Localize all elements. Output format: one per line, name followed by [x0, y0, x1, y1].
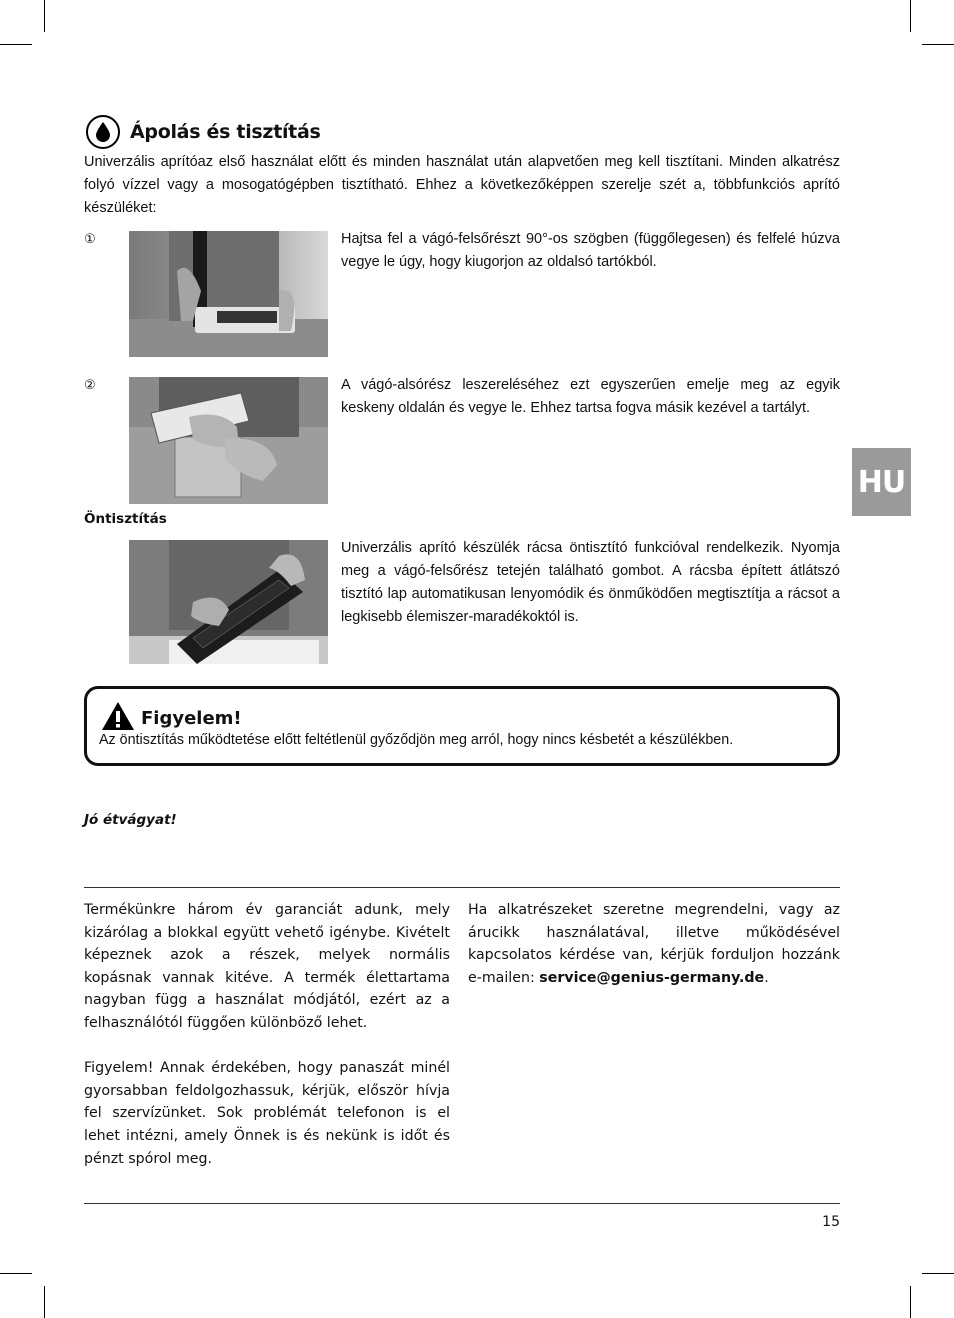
- crop-mark: [44, 0, 45, 32]
- warning-title: Figyelem!: [141, 708, 242, 729]
- service-email-link[interactable]: service@genius-germany.de: [539, 969, 765, 986]
- warranty-paragraph: Termékünkre három év garanciát adunk, mely kizárólag a blokkal együtt vehető igénybe. Kivételt képeznek azok a részek, melyek normális kopásnak vannak kitéve. A termék élettartama nagyban függ a használat módjától, ezért az a felhasználótól függően különböző lehet.: [84, 902, 450, 1031]
- step-number: ②: [84, 377, 96, 392]
- crop-mark: [910, 1286, 911, 1318]
- intro-paragraph: Univerzális aprítóaz első használat előtt és minden használat után alapvetően meg kell tisztítani. Minden alkatrész folyó vízzel vagy a mosogatógépben tisztítható. Ehhez a következőképpen szerelje szét a, többfunkciós aprító készüléket:: [84, 154, 840, 216]
- step-2-text: A vágó-alsórész leszereléséhez ezt egyszerűen emelje meg az egyik keskeny oldalán és vegye le. Ehhez tartsa fogva másik kezével a tartályt.: [341, 377, 840, 416]
- contact-tail: .: [764, 969, 769, 986]
- warning-text: Az öntisztítás működtetése előtt feltétlenül győződjön meg arról, hogy nincs késbetét a készülékben.: [99, 732, 734, 748]
- crop-mark: [0, 1273, 32, 1274]
- crop-mark: [0, 44, 32, 45]
- step-1-text: Hajtsa fel a vágó-felsőrészt 90°-os szögben (függőlegesen) és felfelé húzva vegye le úgy, hogy kiugorjon az oldalsó tartókból.: [341, 231, 840, 270]
- step-1-photo: [129, 231, 328, 357]
- step-number: ①: [84, 231, 96, 246]
- self-clean-photo: [129, 540, 328, 664]
- crop-mark: [922, 44, 954, 45]
- crop-mark: [44, 1286, 45, 1318]
- divider: [84, 887, 840, 888]
- step-2-photo: [129, 377, 328, 504]
- crop-mark: [922, 1273, 954, 1274]
- self-clean-text: Univerzális aprító készülék rácsa öntisztító funkcióval rendelkezik. Nyomja meg a vágó-felsőrész tetején található gombot. A rácsba épített átlátszó tisztító lap automatikusan lenyomódik és önműködően megtisztítja a rácsot a legkisebb élemiszer-maradékoktól is.: [341, 540, 840, 625]
- service-hint-paragraph: Figyelem! Annak érdekében, hogy panaszát minél gyorsabban feldolgozhassuk, kérjük, először hívja fel szervízünket. Sok problémát telefonon is el lehet intézni, amely Önnek is és nekünk is időt és pénzt spórol meg.: [84, 1060, 450, 1167]
- divider: [84, 1203, 840, 1204]
- crop-mark: [910, 0, 911, 32]
- contact-text: Ha alkatrészeket szeretne megrendelni, vagy az árucikk használatával, illetve működésével kapcsolatos kérdése van, kérjük forduljon hozzánk e-mailen:: [468, 902, 840, 986]
- closing-line: Jó étvágyat!: [84, 812, 177, 828]
- warranty-column: [84, 899, 450, 1193]
- page-number: 15: [822, 1214, 840, 1230]
- page-title: Ápolás és tisztítás: [130, 121, 321, 143]
- warning-triangle-icon: [101, 701, 135, 736]
- warning-box: [84, 686, 840, 766]
- water-drop-icon: [86, 115, 120, 149]
- self-clean-heading: Öntisztítás: [84, 511, 167, 527]
- section-heading: [86, 114, 321, 150]
- language-tab: HU: [852, 448, 911, 516]
- contact-column: [468, 899, 840, 989]
